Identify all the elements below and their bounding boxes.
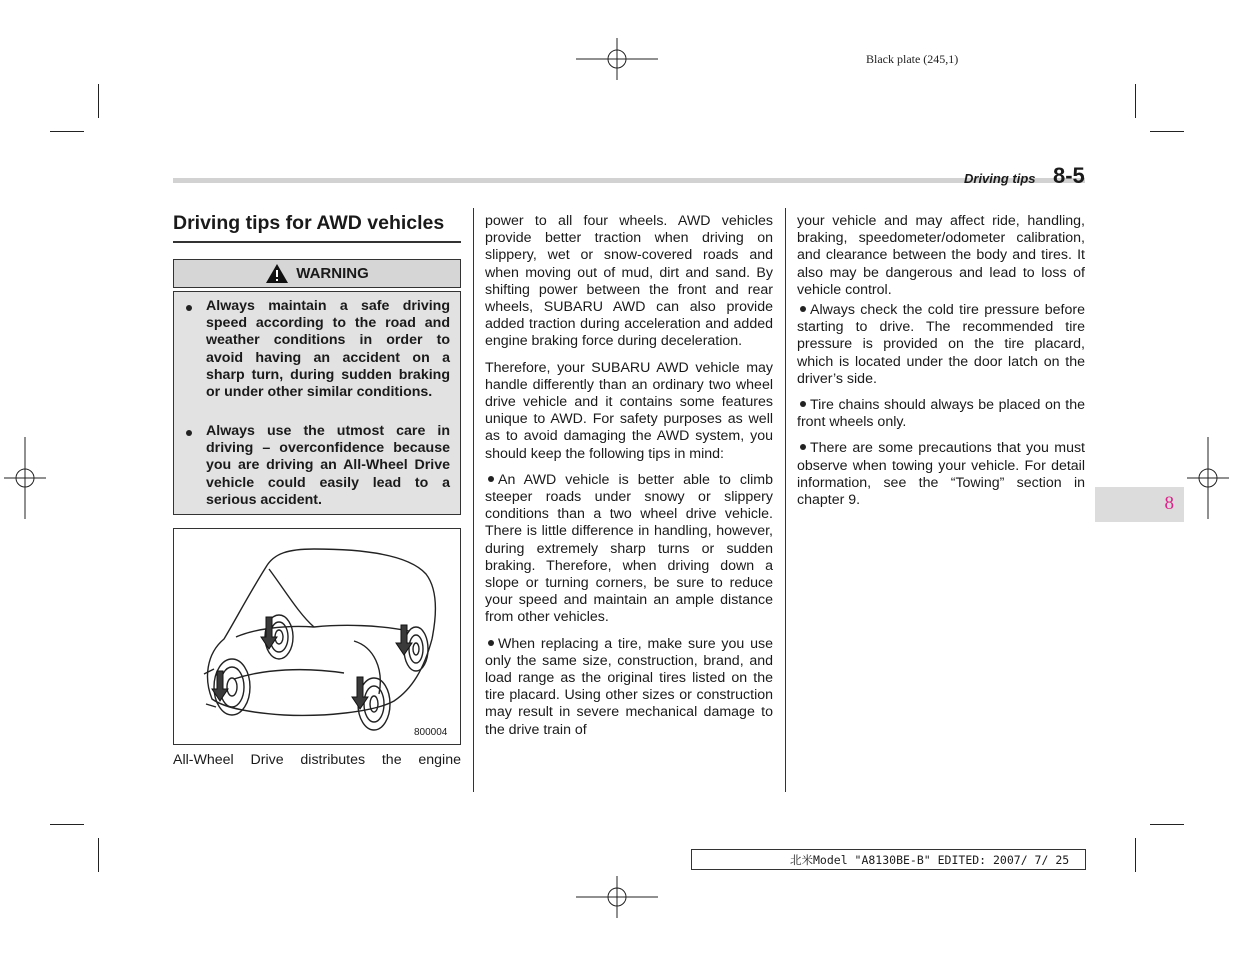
registration-mark-icon [1187,437,1229,519]
column-2 [485,213,773,748]
figure-code: 800004 [414,727,448,738]
bullet-icon [797,402,810,409]
bullet-item [485,472,773,627]
warning-bullet [186,298,450,401]
bullet-text: Always check the cold tire pressure before starting to drive. The recommended tire pressure is provided on the tire placard, which is located under the door latch on the driver’s side. [797,302,1085,387]
registration-mark-icon [4,437,46,519]
section-title: Driving tips for AWD vehicles [173,212,445,234]
warning-bullet-text: Always use the utmost care in driving – overconfidence because you are driving an All-Wheel Drive vehicle could easily lead to a serious accident. [206,423,450,508]
crop-mark [98,838,99,872]
figure-frame [173,528,461,745]
bullet-item [797,440,1085,509]
warning-label: WARNING [296,265,369,282]
bullet-text: When replacing a tire, make sure you use only the same size, construction, brand, and load range as the original tires listed on the tire placard. Using other sizes or construction may result in severe mechanical damage to the drive train of [485,635,773,738]
bullet-text: Tire chains should always be placed on the front wheels only. [797,397,1085,431]
registration-mark-icon [576,38,658,80]
warning-bullet-text: Always maintain a safe driving speed according to the road and weather conditions in order to avoid having an accident on a sharp turn, during sudden braking or under other similar conditions. [206,298,450,401]
bullet-icon [485,477,498,484]
crop-mark [50,824,84,825]
page-number: 8-5 [1053,163,1085,188]
bullet-item [797,302,1085,388]
paragraph: Therefore, your SUBARU AWD vehicle may handle differently than an ordinary two wheel drive vehicle and it contains some features unique to AWD. For safety purposes as well as to avoid damaging the AWD system, you should keep the following tips in mind: [485,359,773,462]
column-divider [473,208,474,792]
warning-box [173,291,461,515]
section-title-underline [173,241,461,243]
column-3 [797,213,1085,518]
bullet-icon [485,641,498,648]
chapter-tab-label: 8 [1164,493,1174,514]
warning-triangle-icon [265,263,289,284]
bullet-icon [186,305,192,311]
awd-vehicle-illustration [174,529,460,744]
crop-mark [50,131,84,132]
plate-label: Black plate (245,1) [866,52,959,66]
crop-mark [1150,131,1184,132]
warning-bullet [186,423,450,509]
footer-edit-info: 北米Model "A8130BE-B" EDITED: 2007/ 7/ 25 [790,853,1070,867]
paragraph: your vehicle and may affect ride, handling, braking, speedometer/odometer calibration, and clearance between the body and tires. It also may be dangerous and lead to loss of vehicle control. [797,213,1085,298]
bullet-text: There are some precautions that you must observe when towing your vehicle. For detail information, see the “Towing” section in chapter 9. [797,440,1085,509]
crop-mark [1135,838,1136,872]
caption-text: All-Wheel Drive distributes the engine [173,752,461,768]
column-divider [785,208,786,792]
chapter-tab[interactable] [1095,487,1184,522]
bullet-item [485,636,773,739]
footer-edit-box [691,849,1086,870]
bullet-text: An AWD vehicle is better able to climb steeper roads under snowy or slippery conditions than a two wheel drive vehicle. There is little difference in handling, however, during extremely sharp turns or sudden braking. Therefore, when driving down a slope or turning corners, be sure to reduce your speed and maintain an ample distance from other vehicles. [485,471,773,626]
running-header-title: Driving tips [964,171,1036,186]
registration-mark-icon [576,876,658,918]
warning-heading [173,259,461,288]
crop-mark [98,84,99,118]
bullet-icon [797,445,810,452]
bullet-icon [186,430,192,436]
crop-mark [1135,84,1136,118]
bullet-icon [797,307,810,314]
bullet-item [797,397,1085,431]
header-bar [173,178,1085,183]
paragraph: power to all four wheels. AWD vehicles provide better traction when driving on slippery, wet or snow-covered roads and when moving out of mud, dirt and sand. By shifting power between the front and rear wheels, SUBARU AWD can also provide added traction during acceleration and added engine braking force during deceleration. [485,213,773,350]
crop-mark [1150,824,1184,825]
